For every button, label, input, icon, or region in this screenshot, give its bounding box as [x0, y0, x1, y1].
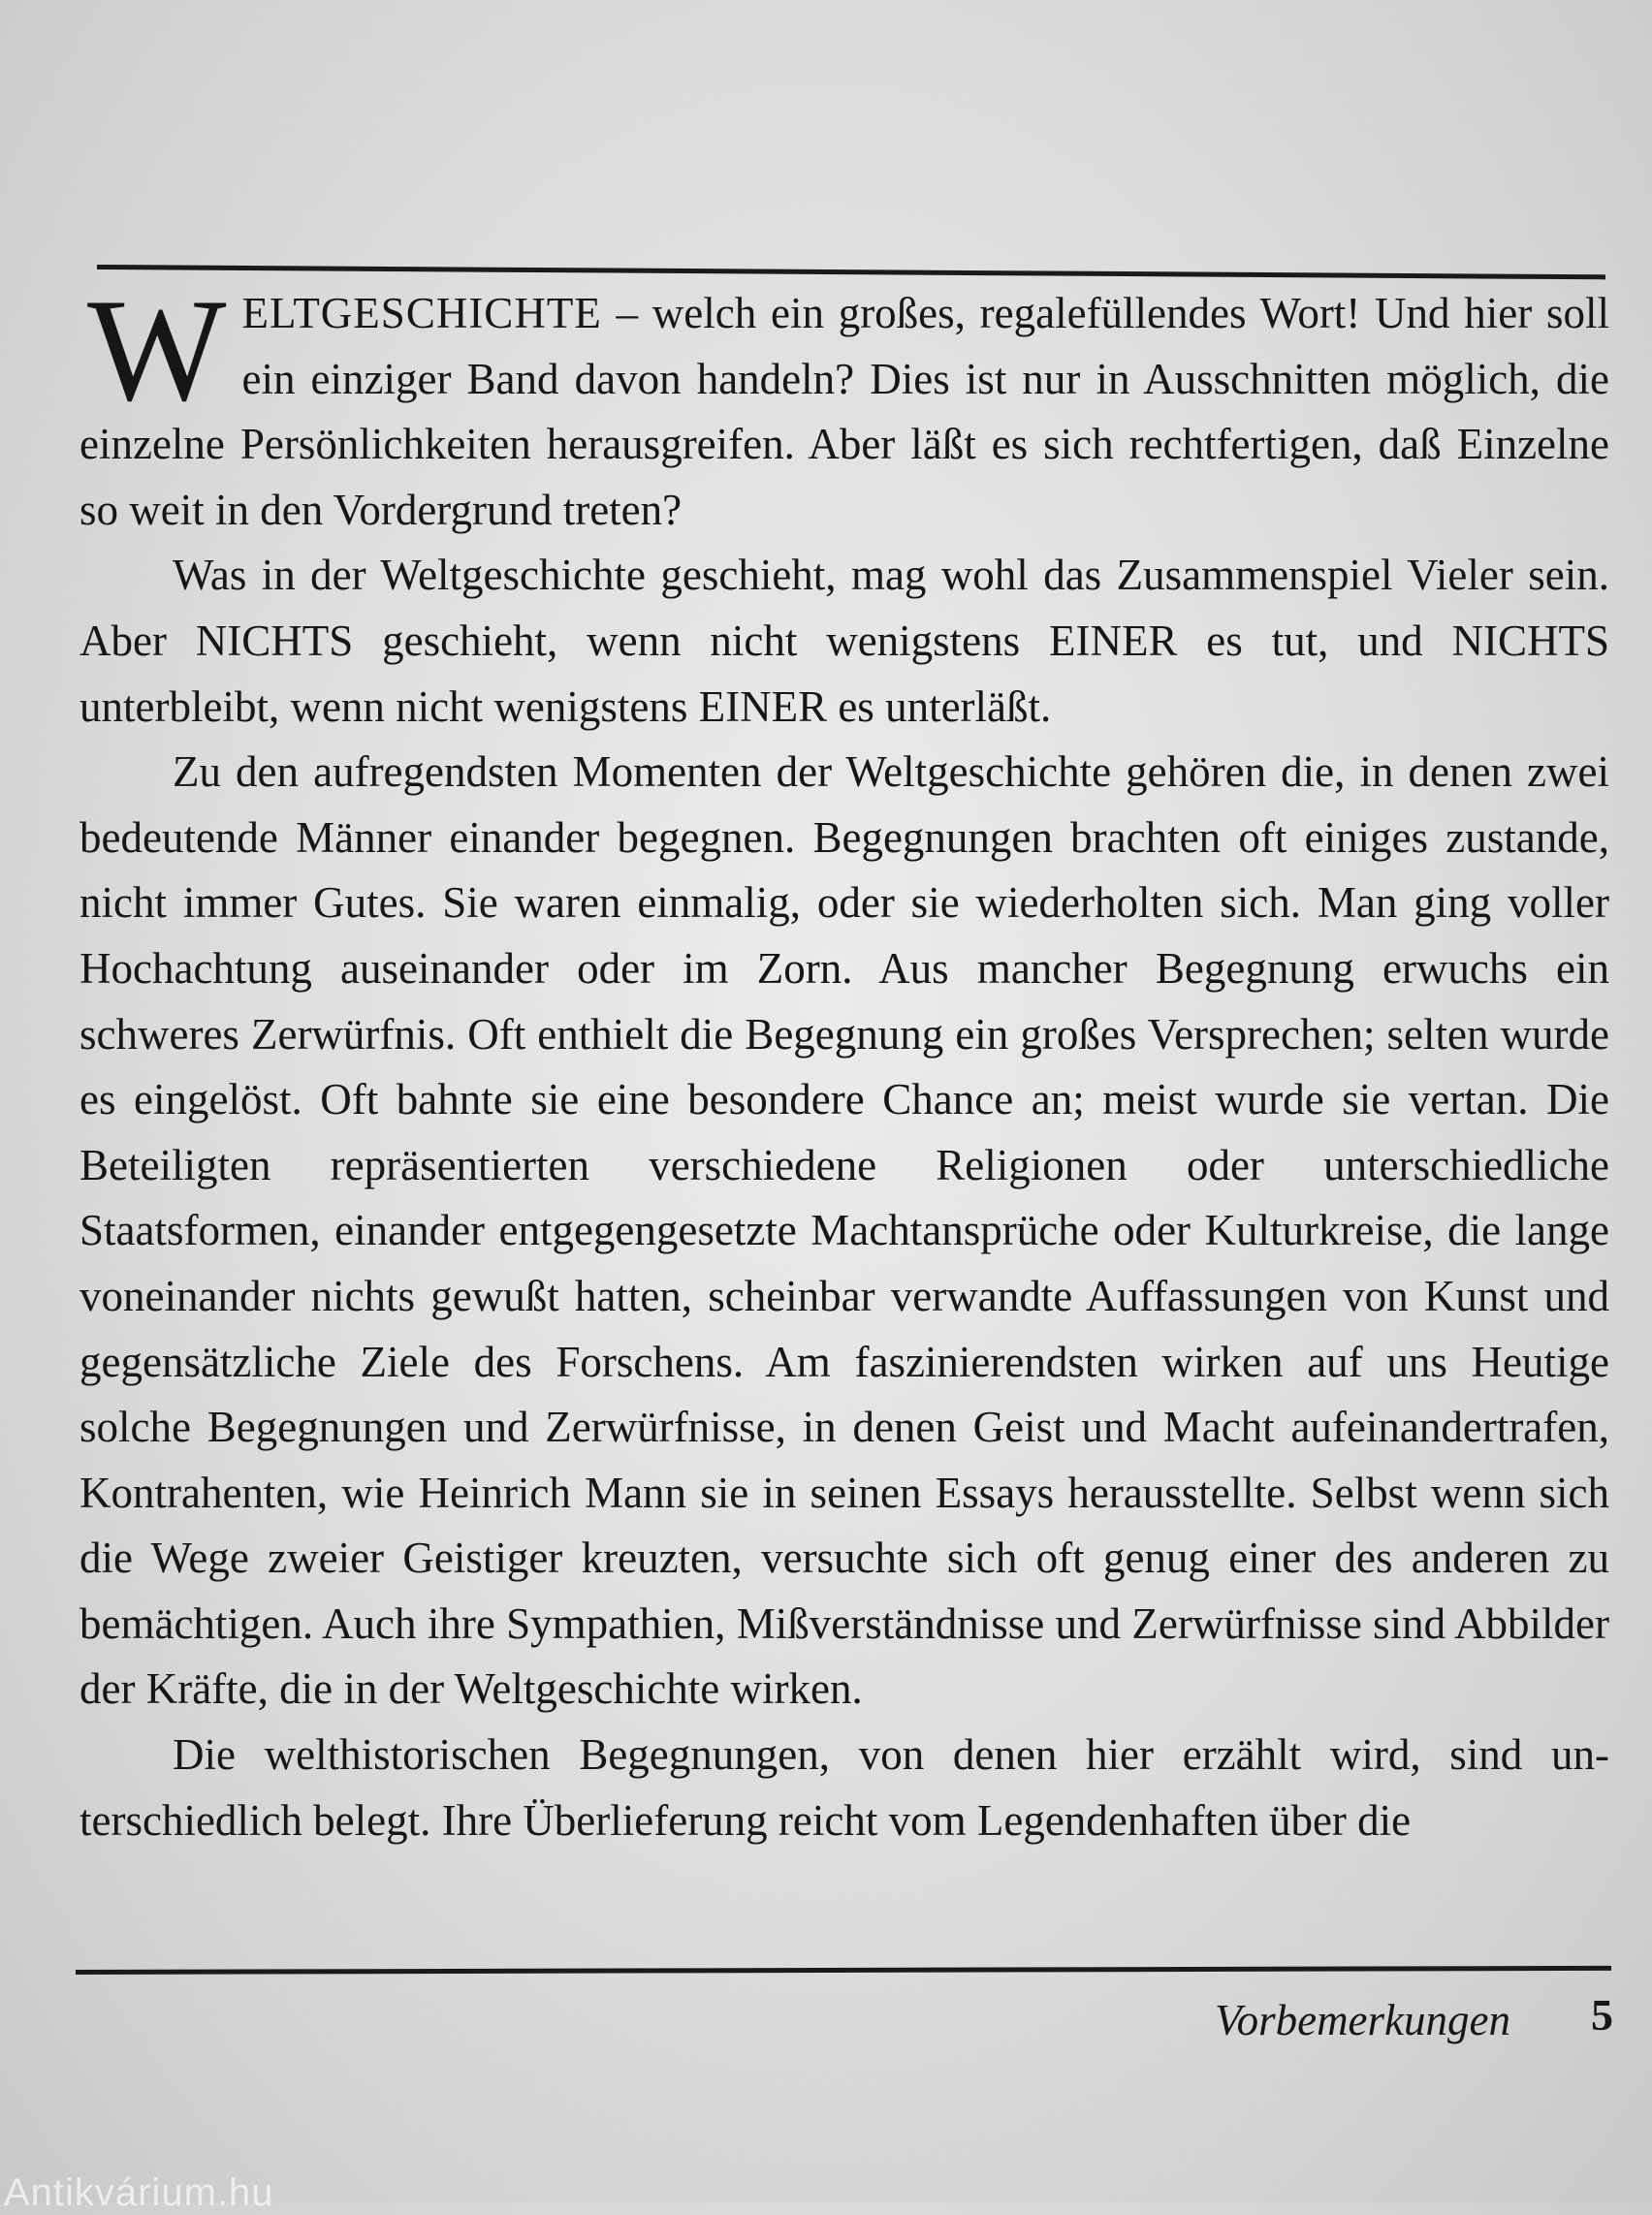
- paragraph-4: Die welthistorischen Begegnungen, von denen hier erzählt wird, sind unterschiedlich belegt. Ihre Überlieferung reicht vom Legendenhaften über die: [79, 1730, 1609, 1845]
- watermark-text: Antikvárium.hu: [4, 2171, 274, 2214]
- paragraph-1-text: – welch ein großes, regalefüllendes Wort! Und hier soll ein einziger Band davon handeln? Dies ist nur in Ausschnitten möglich, die einzelne Persönlichkeiten herausgreifen. Aber läßt es sich rechtfertigen, daß Einzelne so weit in den Vordergrund treten?: [79, 289, 1609, 534]
- paragraph-3: Zu den aufregendsten Momenten der Weltgeschichte gehören die, in denen zwei bedeutende Männer einander begegnen. Begegnungen brachten oft einiges zustande, nicht immer Gutes. Sie waren einmalig, oder sie wiederholten sich. Man ging voller Hochachtung auseinander oder im Zorn. Aus mancher Begegnung erwuchs ein schweres Zerwürfnis. Oft enthielt die Begegnung ein großes Versprechen; selten wurde es eingelöst. Oft bahnte sie eine besondere Chance an; meist wurde sie vertan. Die Beteiligten repräsentierten verschiedene Religionen oder unterschiedliche Staatsformen, einander entgegengesetzte Machtansprüche oder Kulturkreise, die lange voneinander nichts gewußt hatten, scheinbar verwandte Auffassungen von Kunst und gegensätzliche Ziele des Forschens. Am faszinierendsten wirken auf uns Heutige solche Begegnungen und Zerwürfnisse, in denen Geist und Macht aufeinandertrafen, Kontrahenten, wie Heinrich Mann sie in seinen Essays herausstellte. Selbst wenn sich die Wege zweier Geistiger kreuzten, versuchte sich oft genug einer des anderen zu bemächtigen. Auch ihre Sympathien, Mißverständnisse und Zerwürfnisse sind Abbilder der Kräfte, die in der Weltgeschichte wirken.: [79, 747, 1609, 1714]
- bottom-rule: [76, 1966, 1611, 1975]
- paragraph-2: Was in der Weltgeschichte geschieht, mag wohl das Zusammenspiel Vieler sein. Aber NICHTS geschieht, wenn nicht wenigstens EINER es tut, und NICHTS unterbleibt, wenn nicht wenigstens EINER es unterläßt.: [79, 551, 1609, 731]
- running-footer-title: Vorbemerkungen: [1215, 1996, 1510, 2044]
- body-text: [79, 269, 1609, 1853]
- top-rule: [97, 265, 1605, 279]
- paragraph-1: [79, 269, 1609, 543]
- page-number: 5: [1591, 1990, 1613, 2040]
- opening-caps: ELTGESCHICHTE: [241, 289, 602, 337]
- drop-cap: W: [87, 269, 227, 431]
